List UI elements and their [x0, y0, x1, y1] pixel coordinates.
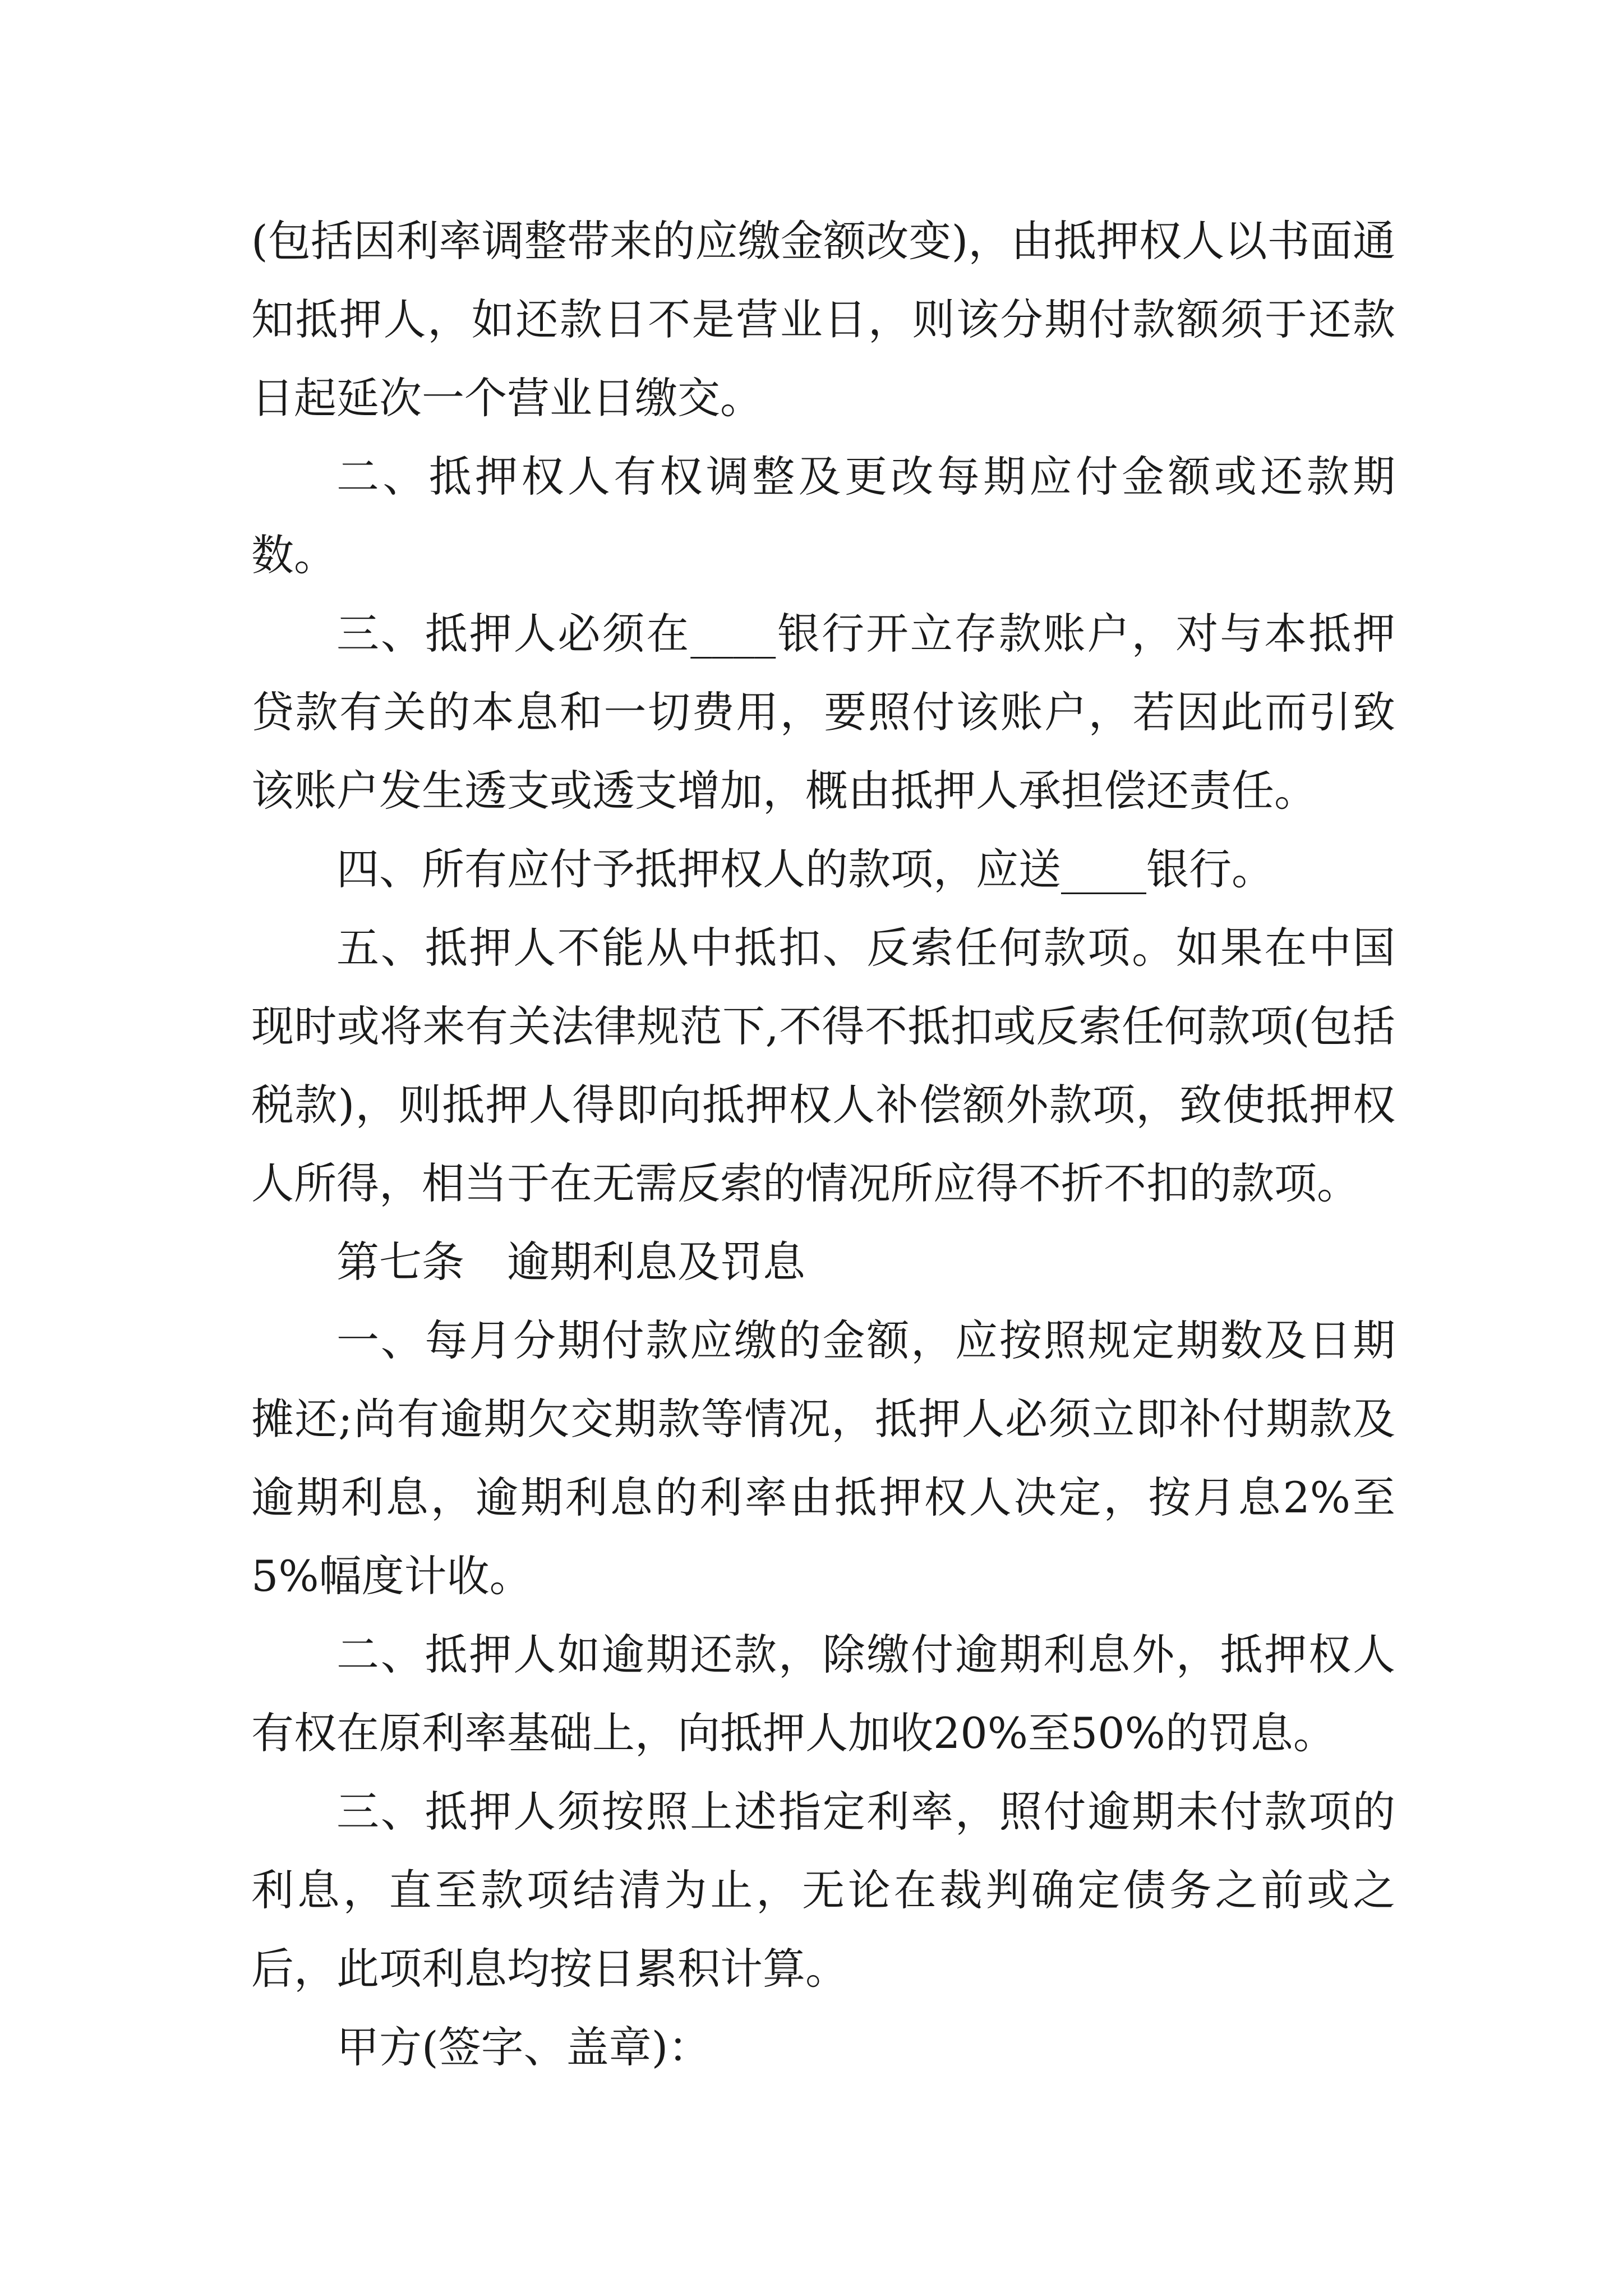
paragraph-article-7-item-1: 一、每月分期付款应缴的金额，应按照规定期数及日期摊还;尚有逾期欠交期款等情况，抵押人必须立即补付期款及逾期利息，逾期利息的利率由抵押权人决定，按月息2%至5%幅度计收。 — [251, 1315, 1395, 1601]
article-7-heading: 第七条 逾期利息及罚息 — [336, 1237, 805, 1287]
paragraph-article-7-item-2: 二、抵押人如逾期还款，除缴付逾期利息外，抵押权人有权在原利率基础上，向抵押人加收20%至50%的罚息。 — [251, 1630, 1395, 1758]
document-body — [251, 202, 1395, 2087]
paragraph-item-5: 五、抵押人不能从中抵扣、反索任何款项。如果在中国现时或将来有关法律规范下,不得不抵扣或反索任何款项(包括税款)，则抵押人得即向抵押权人补偿额外款项，致使抵押权人所得，相当于在无需反索的情况所应得不折不扣的款项。 — [251, 923, 1395, 1208]
paragraph-party-a-signature: 甲方(签字、盖章)： — [336, 2022, 711, 2072]
paragraph-article-7-item-3: 三、抵押人须按照上述指定利率，照付逾期未付款项的利息，直至款项结清为止，无论在裁判确定债务之前或之后，此项利息均按日累积计算。 — [251, 1787, 1395, 1994]
paragraph-item-3: 三、抵押人必须在____银行开立存款账户，对与本抵押贷款有关的本息和一切费用，要照付该账户，若因此而引致该账户发生透支或透支增加，概由抵押人承担偿还责任。 — [251, 609, 1395, 816]
paragraph-item-2: 二、抵押权人有权调整及更改每期应付金额或还款期数。 — [251, 452, 1395, 580]
paragraph-continuation: (包括因利率调整带来的应缴金额改变)，由抵押权人以书面通知抵押人，如还款日不是营业日，则该分期付款额须于还款日起延次一个营业日缴交。 — [251, 216, 1395, 423]
paragraph-item-4: 四、所有应付予抵押权人的款项，应送____银行。 — [336, 844, 1274, 894]
